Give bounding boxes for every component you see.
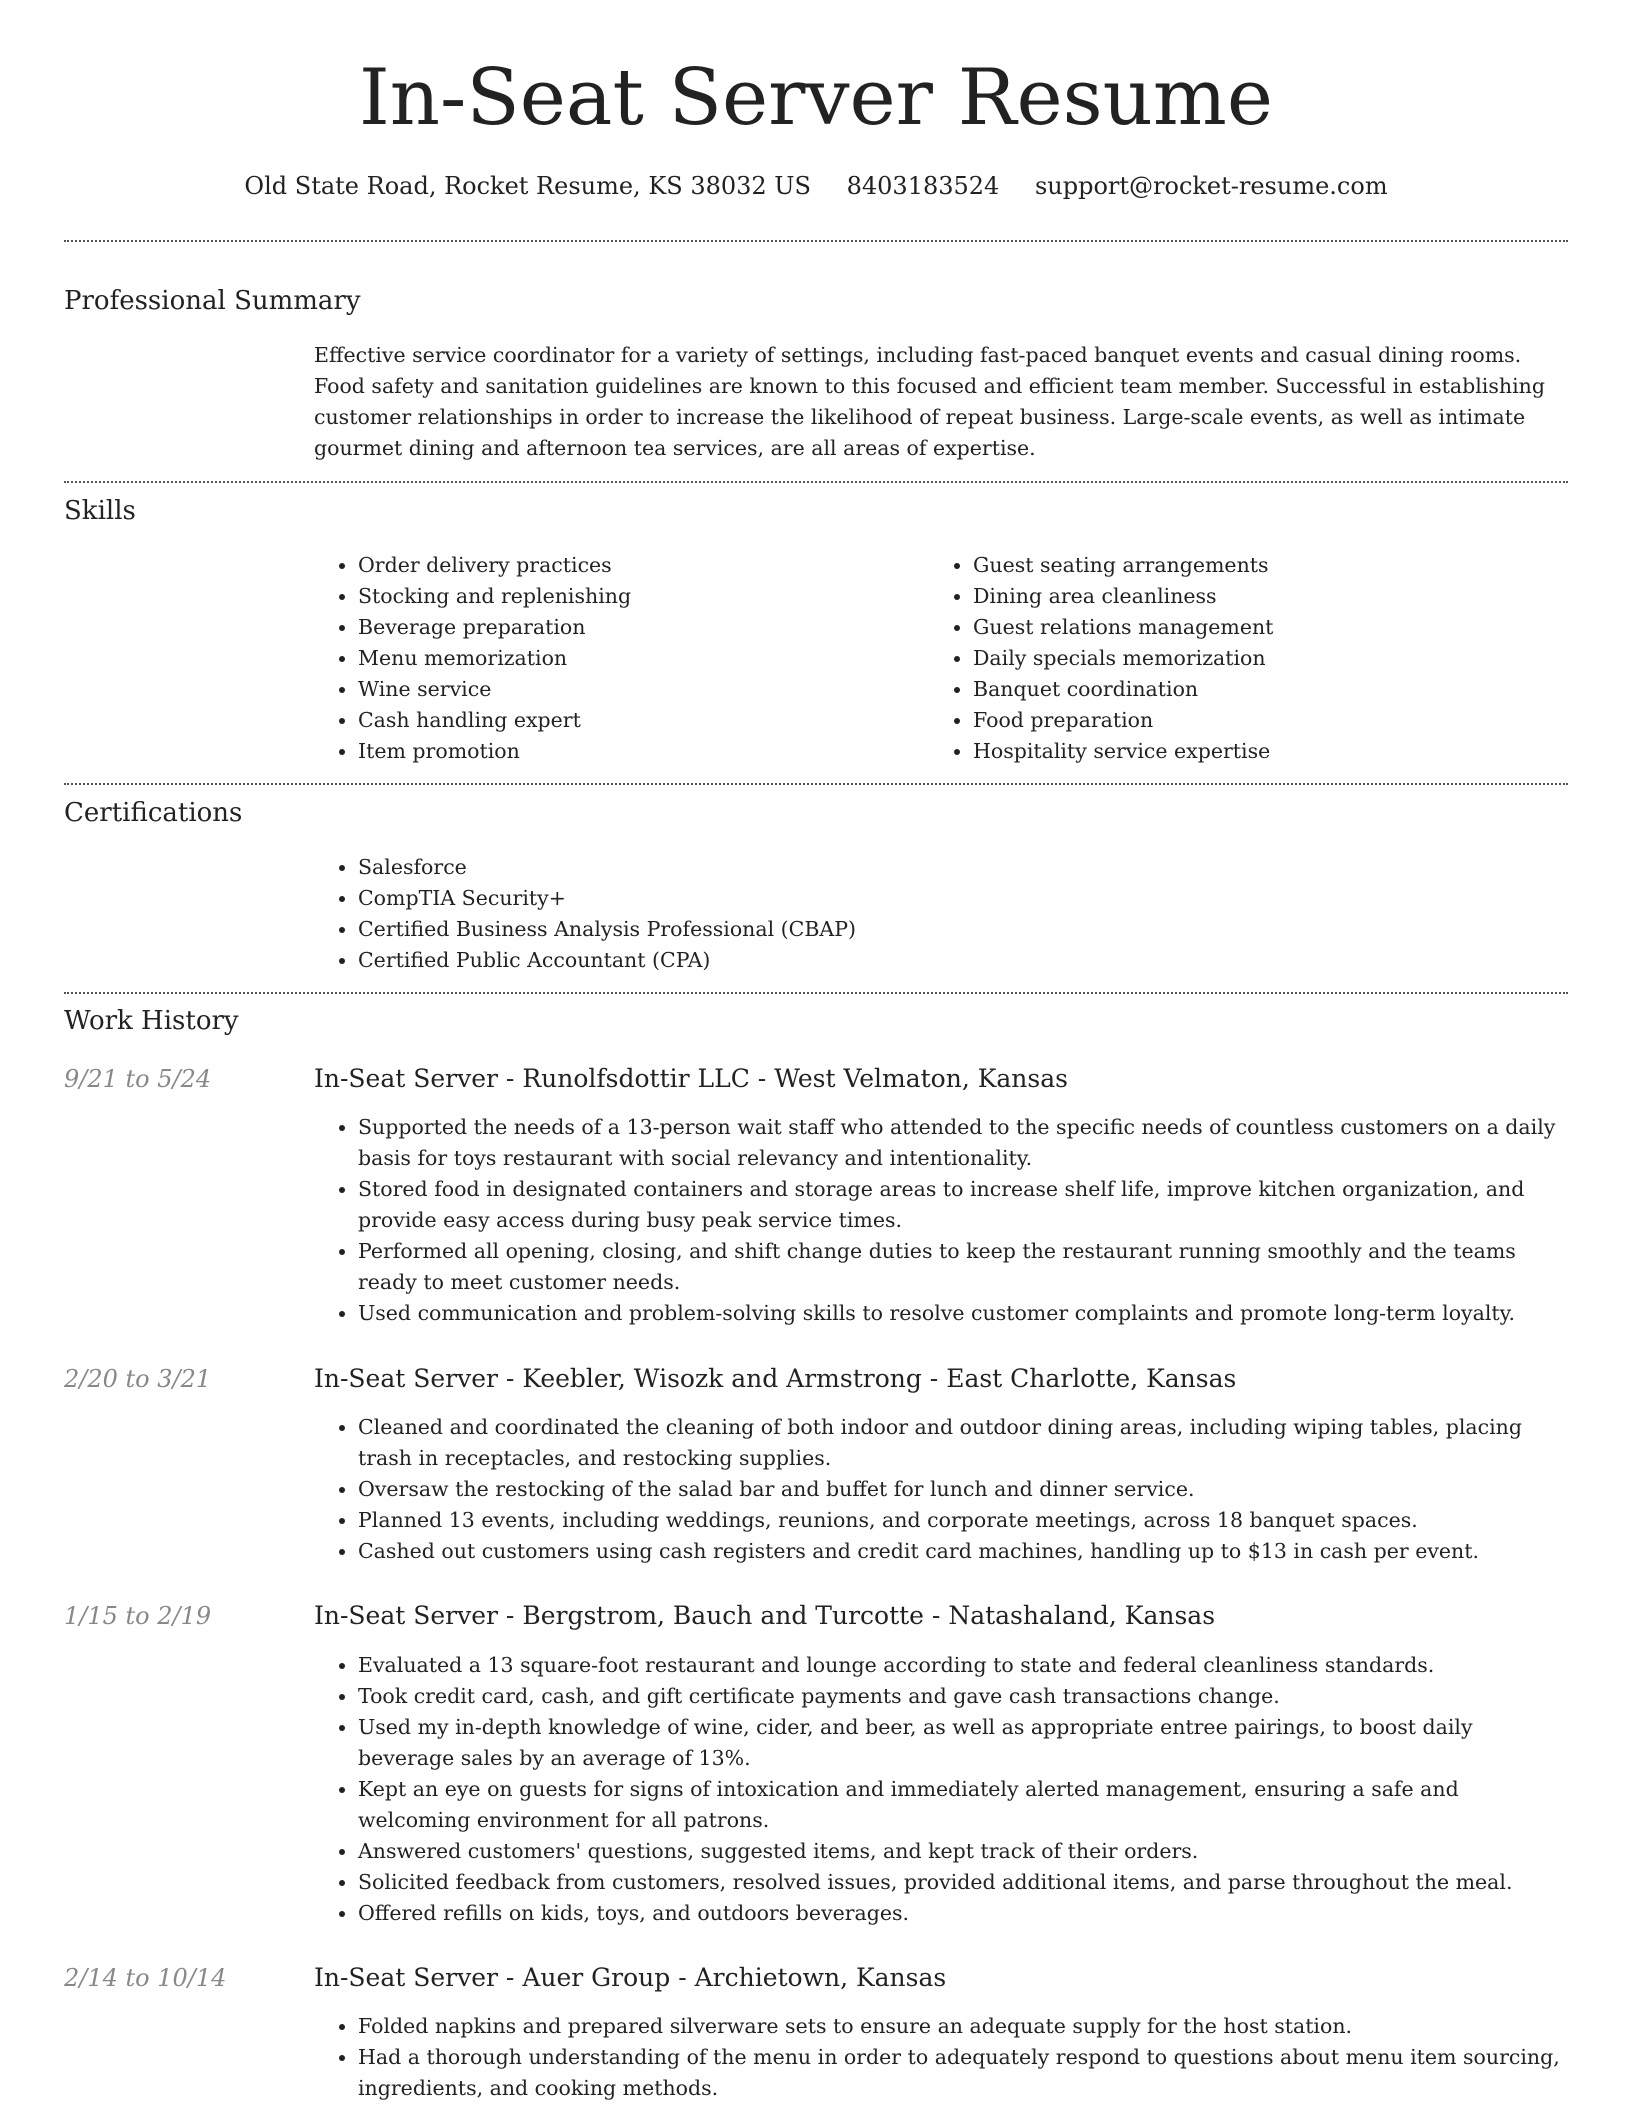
job-bullets [314, 1112, 1568, 1329]
job-title: In-Seat Server - Bergstrom, Bauch and Turcotte - Natashaland, Kansas [314, 1601, 1216, 1630]
job-bullet: • Performed all opening, closing, and shift change duties to keep the restaurant running smoothly and the teams ready to meet customer needs. [358, 1236, 1568, 1298]
job-title: In-Seat Server - Keebler, Wisozk and Armstrong - East Charlotte, Kansas [314, 1364, 1237, 1393]
skill-item: • Daily specials memorization [973, 643, 1529, 674]
certification-item: • Certified Public Accountant (CPA) [358, 945, 1568, 976]
resume-title: In-Seat Server Resume [358, 53, 1274, 143]
job-bullet: • Had a thorough understanding of the menu in order to adequately respond to questions about menu item sourcing, ingredients, and cooking methods. [358, 2042, 1568, 2104]
job-bullet: • Oversaw the restocking of the salad bar and buffet for lunch and dinner service. [358, 1474, 1568, 1505]
certification-item: • CompTIA Security+ [358, 883, 1568, 914]
job-bullet: • Evaluated a 13 square-foot restaurant and lounge according to state and federal cleanliness standards. [358, 1650, 1568, 1681]
skill-item: • Order delivery practices [358, 550, 914, 581]
divider [64, 240, 1568, 242]
job-dates: 1/15 to 2/19 [64, 1602, 212, 1630]
job-title: In-Seat Server - Runolfsdottir LLC - West Velmaton, Kansas [314, 1064, 1068, 1093]
divider [64, 992, 1568, 994]
job-bullet: • Took credit card, cash, and gift certificate payments and gave cash transactions change. [358, 1681, 1568, 1712]
skill-item: • Food preparation [973, 705, 1529, 736]
job-bullet: • Used communication and problem-solving skills to resolve customer complaints and promote long-term loyalty. [358, 1298, 1568, 1329]
job-bullet: • Cleaned and coordinated the cleaning of both indoor and outdoor dining areas, including wiping tables, placing trash in receptacles, and restocking supplies. [358, 1412, 1568, 1474]
job-bullets [314, 1650, 1568, 1929]
skill-item: • Menu memorization [358, 643, 914, 674]
contact-line [0, 170, 1632, 202]
certification-item: • Salesforce [358, 852, 1568, 883]
job-dates: 2/14 to 10/14 [64, 1964, 227, 1992]
job-dates: 2/20 to 3/21 [64, 1365, 212, 1393]
certifications-list [314, 852, 1568, 976]
job-bullet: • Stored food in designated containers and storage areas to increase shelf life, improve kitchen organization, and provide easy access during busy peak service times. [358, 1174, 1568, 1236]
section-title-summary: Professional Summary [64, 286, 361, 316]
skill-item: • Guest relations management [973, 612, 1529, 643]
skill-item: • Stocking and replenishing [358, 581, 914, 612]
skills-column-left [314, 550, 914, 767]
section-title-work-history: Work History [64, 1006, 239, 1036]
certification-item: • Certified Business Analysis Professional (CBAP) [358, 914, 1568, 945]
job-bullet: • Used my in-depth knowledge of wine, cider, and beer, as well as appropriate entree pairings, to boost daily beverage sales by an average of 13%. [358, 1712, 1568, 1774]
summary-text-block [314, 340, 1568, 464]
divider [64, 481, 1568, 483]
job-bullets [314, 1412, 1568, 1567]
job-bullet: • Folded napkins and prepared silverware sets to ensure an adequate supply for the host station. [358, 2011, 1568, 2042]
skills-column-right [929, 550, 1529, 767]
section-title-certifications: Certifications [64, 798, 243, 828]
job-title: In-Seat Server - Auer Group - Archietown, Kansas [314, 1963, 947, 1992]
contact-address: Old State Road, Rocket Resume, KS 38032 US [244, 172, 811, 200]
divider [64, 783, 1568, 785]
contact-email: support@rocket-resume.com [1034, 172, 1388, 200]
skill-item: • Beverage preparation [358, 612, 914, 643]
job-bullet: • Solicited feedback from customers, resolved issues, provided additional items, and parse throughout the meal. [358, 1867, 1568, 1898]
section-title-skills: Skills [64, 496, 136, 526]
job-bullet: • Answered customers' questions, suggested items, and kept track of their orders. [358, 1836, 1568, 1867]
job-bullet: • Planned 13 events, including weddings, reunions, and corporate meetings, across 18 banquet spaces. [358, 1505, 1568, 1536]
skill-item: • Item promotion [358, 736, 914, 767]
skill-item: • Hospitality service expertise [973, 736, 1529, 767]
job-dates: 9/21 to 5/24 [64, 1065, 212, 1093]
skill-item: • Guest seating arrangements [973, 550, 1529, 581]
skill-item: • Banquet coordination [973, 674, 1529, 705]
job-bullet: • Offered refills on kids, toys, and outdoors beverages. [358, 1898, 1568, 1929]
job-bullet: • Cashed out customers using cash registers and credit card machines, handling up to $13 in cash per event. [358, 1536, 1568, 1567]
job-bullet: • Supported the needs of a 13-person wait staff who attended to the specific needs of countless customers on a daily basis for toys restaurant with social relevancy and intentionality. [358, 1112, 1568, 1174]
skill-item: • Wine service [358, 674, 914, 705]
job-bullet: • Kept an eye on guests for signs of intoxication and immediately alerted management, ensuring a safe and welcoming environment for all patrons. [358, 1774, 1568, 1836]
skill-item: • Dining area cleanliness [973, 581, 1529, 612]
contact-phone: 8403183524 [846, 172, 1000, 200]
skill-item: • Cash handling expert [358, 705, 914, 736]
summary-text: Effective service coordinator for a variety of settings, including fast-paced banquet events and casual dining rooms. Food safety and sanitation guidelines are known to this focused and efficient team member. Successful in establishing customer relationships in order to increase the likelihood of repeat business. Large-scale events, as well as intimate gourmet dining and afternoon tea services, are all areas of expertise. [314, 343, 1545, 460]
job-bullets [314, 2011, 1568, 2104]
